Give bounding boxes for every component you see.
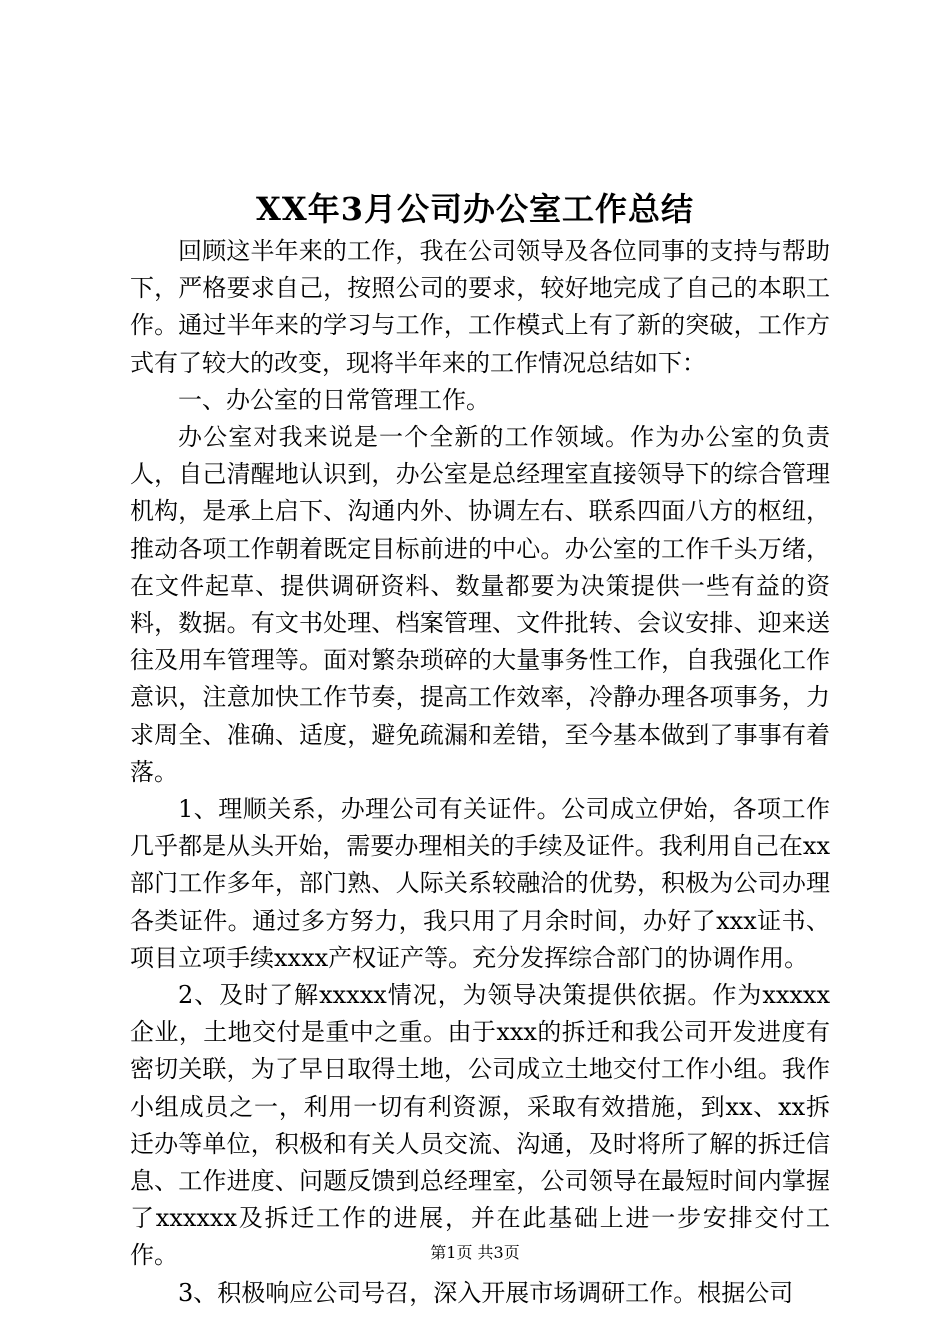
section-heading-daily-management: 一、办公室的日常管理工作。 <box>178 385 490 414</box>
paragraph-intro: 回顾这半年来的工作，我在公司领导及各位同事的支持与帮助下，严格要求自己，按照公司的要求，较好地完成了自己的本职工作。通过半年来的学习与工作，工作模式上有了新的突破，工作方式有了较大的改变，现将半年来的工作情况总结如下： <box>130 237 830 377</box>
document-title: XX年3月公司办公室工作总结 <box>256 190 694 228</box>
document-body <box>130 233 830 1312</box>
paragraph-item-3: 3、积极响应公司号召，深入开展市场调研工作。根据公司 <box>178 1278 794 1307</box>
page-footer: 第1页 共3页 <box>430 1243 520 1262</box>
paragraph-item-1: 1、理顺关系，办理公司有关证件。公司成立伊始，各项工作几乎都是从头开始，需要办理相关的手续及证件。我利用自己在xx部门工作多年，部门熟、人际关系较融洽的优势，积极为公司办理各类证件。通过多方努力，我只用了月余时间，办好了xxx证书、项目立项手续xxxx产权证产等。充分发挥综合部门的协调作用。 <box>130 795 830 972</box>
paragraph-item-2: 2、及时了解xxxxx情况，为领导决策提供依据。作为xxxxx企业，土地交付是重中之重。由于xxx的拆迁和我公司开发进度有密切关联，为了早日取得土地，公司成立土地交付工作小组。我作小组成员之一，利用一切有利资源，采取有效措施，到xx、xx拆迁办等单位，积极和有关人员交流、沟通，及时将所了解的拆迁信息、工作进度、问题反馈到总经理室，公司领导在最短时间内掌握了xxxxxx及拆迁工作的进展，并在此基础上进一步安排交付工作。 <box>130 981 830 1270</box>
paragraph-office-role: 办公室对我来说是一个全新的工作领域。作为办公室的负责人，自己清醒地认识到，办公室是总经理室直接领导下的综合管理机构，是承上启下、沟通内外、协调左右、联系四面八方的枢纽，推动各项工作朝着既定目标前进的中心。办公室的工作千头万绪，在文件起草、提供调研资料、数量都要为决策提供一些有益的资料，数据。有文书处理、档案管理、文件批转、会议安排、迎来送往及用车管理等。面对繁杂琐碎的大量事务性工作，自我强化工作意识，注意加快工作节奏，提高工作效率，冷静办理各项事务，力求周全、准确、适度，避免疏漏和差错，至今基本做到了事事有着落。 <box>130 423 830 786</box>
